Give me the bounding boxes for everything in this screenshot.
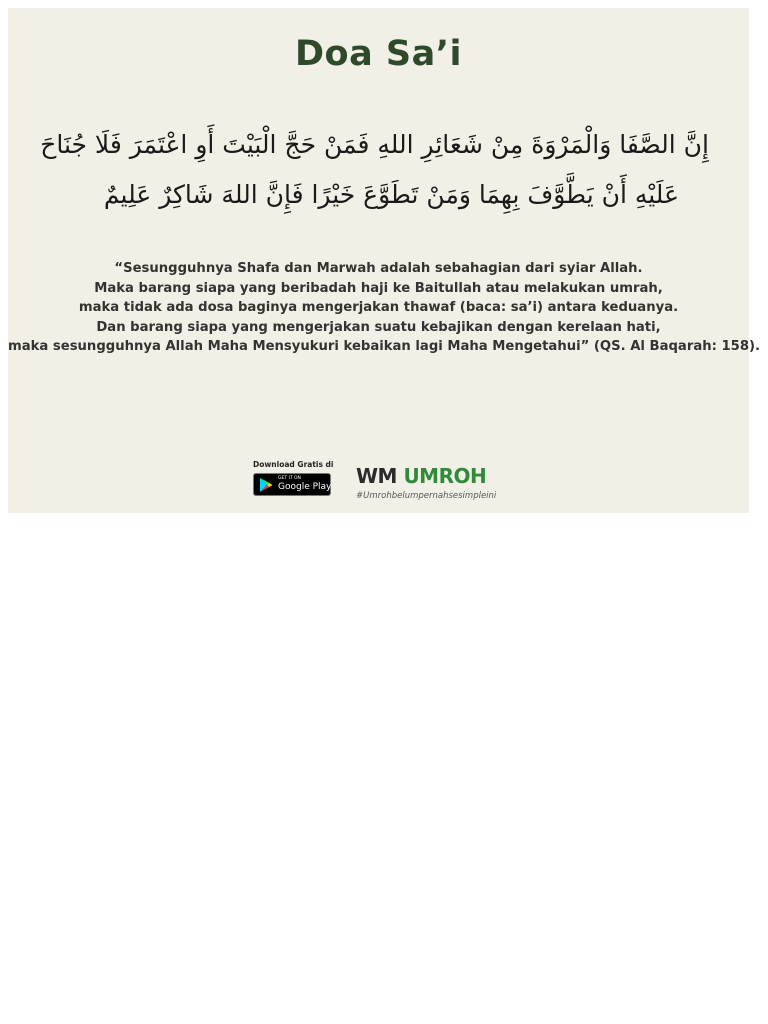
translation-line: maka tidak ada dosa baginya mengerjakan thawaf (baca: sa’i) antara keduanya. [78, 300, 679, 316]
badge-small-text: GET IT ON [278, 476, 301, 481]
translation-line: Dan barang siapa yang mengerjakan suatu kebajikan dengan kerelaan hati, [96, 319, 661, 335]
play-store-icon [259, 478, 273, 492]
doa-card [8, 8, 761, 513]
arabic-verse-line-1: إِنَّ الصَّفَا وَالْمَرْوَةَ مِنْ شَعَائِرِ اللهِ فَمَنْ حَجَّ الْبَيْتَ أَوِ اعْتَمَرَ فَلَا جُنَاحَ [40, 130, 709, 159]
google-play-badge[interactable] [253, 473, 331, 496]
translation-line: Maka barang siapa yang beribadah haji ke Baitullah atau melakukan umrah, [94, 280, 663, 296]
arabic-verse-line-2: عَلَيْهِ أَنْ يَطَّوَّفَ بِهِمَا وَمَنْ تَطَوَّعَ خَيْرًا فَإِنَّ اللهَ شَاكِرٌ عَلِيمٌ [103, 180, 679, 209]
brand-umroh: UMROH [403, 464, 487, 488]
translation-text [8, 259, 761, 357]
translation-line: “Sesungguhnya Shafa dan Marwah adalah sebahagian dari syiar Allah. [114, 261, 643, 276]
footer-branding [253, 460, 513, 508]
brand-logo [356, 464, 486, 488]
brand-hashtag: #Umrohbelumpernahsesimpleini [356, 491, 497, 501]
download-label: Download Gratis di [253, 460, 334, 469]
brand-wm: WM [356, 464, 397, 488]
badge-big-text: Google Play [278, 482, 332, 492]
page-title: Doa Sa’i [294, 34, 463, 74]
translation-line: maka sesungguhnya Allah Maha Mensyukuri kebaikan lagi Maha Mengetahui” (QS. Al Baqarah: 158). [8, 339, 761, 355]
